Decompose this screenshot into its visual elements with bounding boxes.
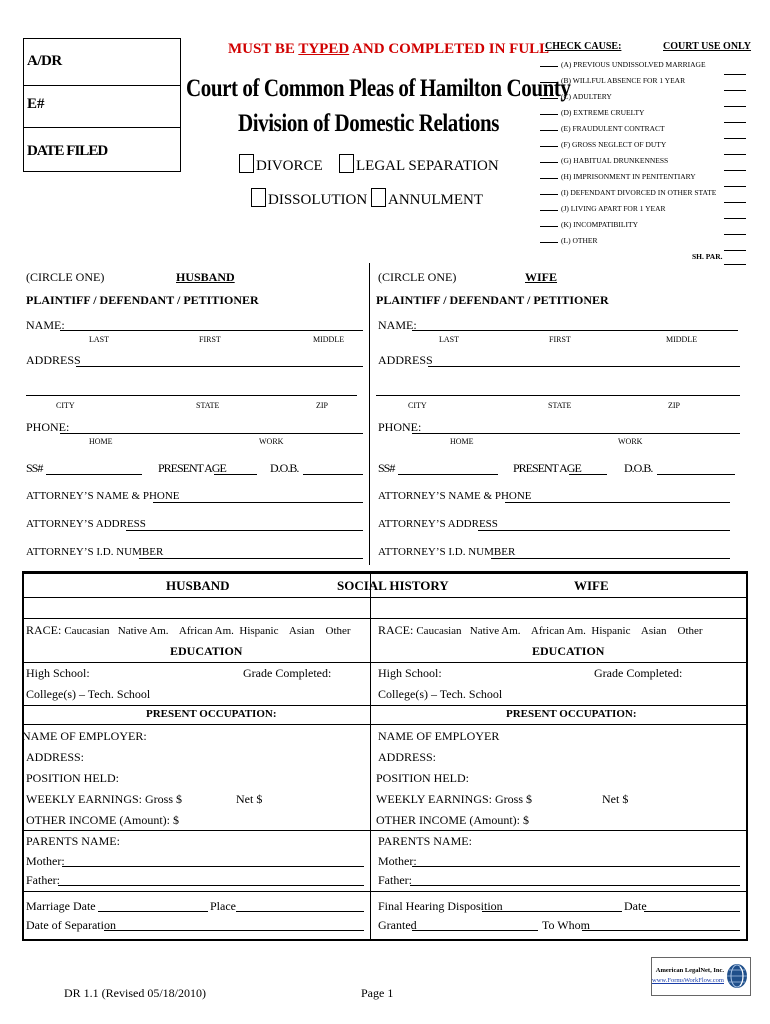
wife-attorney-id-label: ATTORNEY’S I.D. NUMBER	[378, 546, 516, 558]
husband-age-field[interactable]	[214, 474, 257, 475]
wife-phone-label: PHONE:	[378, 420, 422, 434]
husband-weekly-earnings[interactable]: WEEKLY EARNINGS: Gross $	[26, 792, 183, 806]
social-wife-heading: WIFE	[574, 578, 609, 593]
wife-parents-label: PARENTS NAME:	[378, 834, 472, 848]
legal-separation-checkbox[interactable]	[339, 154, 354, 173]
wife-father-field[interactable]	[410, 885, 740, 886]
division-title: Division of Domestic Relations	[238, 110, 499, 137]
wife-ss-field[interactable]	[398, 474, 498, 475]
wife-role: PLAINTIFF / DEFENDANT / PETITIONER	[376, 293, 609, 307]
annulment-checkbox[interactable]	[371, 188, 386, 207]
wife-education-heading: EDUCATION	[532, 644, 605, 658]
wife-phone-field[interactable]	[412, 433, 740, 434]
date-filed-label: DATE FILED	[27, 143, 108, 159]
husband-address-field-2[interactable]	[26, 395, 357, 396]
check-cause-title: CHECK CAUSE:	[545, 41, 622, 52]
marriage-place-label: Place	[210, 899, 236, 913]
final-hearing-date-label: Date	[624, 899, 647, 913]
wife-address-label: ADDRESS	[378, 353, 433, 367]
cause-row[interactable]: (E) FRAUDULENT CONTRACT	[540, 124, 665, 133]
cause-row[interactable]: (C) ADULTERY	[540, 92, 612, 101]
husband-parents-label: PARENTS NAME:	[26, 834, 120, 848]
to-whom-field[interactable]	[582, 930, 740, 931]
final-hearing-date-field[interactable]	[644, 911, 740, 912]
husband-name-field[interactable]	[60, 330, 363, 331]
legal-separation-option[interactable]: LEGAL SEPARATION	[339, 154, 499, 175]
wife-address-field-2[interactable]	[376, 395, 740, 396]
husband-employer-address[interactable]: ADDRESS:	[26, 750, 85, 764]
husband-other-income[interactable]: OTHER INCOME (Amount): $	[26, 813, 179, 827]
husband-grade-completed[interactable]: Grade Completed:	[243, 666, 332, 680]
annulment-option[interactable]: ANNULMENT	[371, 188, 483, 209]
husband-dob-field[interactable]	[303, 474, 363, 475]
wife-heading: WIFE	[525, 270, 558, 284]
wife-college[interactable]: College(s) – Tech. School	[378, 687, 503, 701]
wife-attorney-name-label: ATTORNEY’S NAME & PHONE	[378, 490, 532, 502]
typed-notice: MUST BE TYPED AND COMPLETED IN FULL	[228, 41, 550, 57]
cause-row[interactable]: (D) EXTREME CRUELTY	[540, 108, 644, 117]
cause-row[interactable]: (J) LIVING APART FOR 1 YEAR	[540, 204, 666, 213]
separation-date-label: Date of Separation	[26, 918, 116, 932]
marriage-date-field[interactable]	[98, 911, 208, 912]
husband-dob-label: D.O.B.	[270, 461, 299, 475]
marriage-date-label: Marriage Date	[26, 899, 96, 913]
wife-ss-label: SS#	[378, 461, 395, 475]
husband-employer[interactable]: NAME OF EMPLOYER:	[22, 729, 147, 743]
wife-dob-label: D.O.B.	[624, 461, 653, 475]
husband-ss-field[interactable]	[46, 474, 142, 475]
final-hearing-field[interactable]	[482, 911, 622, 912]
case-info-box	[23, 38, 181, 172]
form-id: DR 1.1 (Revised 05/18/2010)	[64, 986, 206, 1000]
wife-age-field[interactable]	[569, 474, 607, 475]
husband-attorney-name-label: ATTORNEY’S NAME & PHONE	[26, 490, 180, 502]
wife-mother-field[interactable]	[412, 866, 740, 867]
cause-row[interactable]: (H) IMPRISONMENT IN PENITENTIARY	[540, 172, 696, 181]
husband-position-held[interactable]: POSITION HELD:	[26, 771, 119, 785]
globe-icon	[726, 962, 748, 990]
final-hearing-label: Final Hearing Disposition	[378, 899, 503, 913]
granted-label: Granted	[378, 918, 417, 932]
husband-father-label: Father:	[26, 873, 60, 887]
wife-occupation-heading: PRESENT OCCUPATION:	[506, 708, 637, 720]
court-title: Court of Common Pleas of Hamilton County	[186, 75, 571, 102]
wife-name-field[interactable]	[412, 330, 738, 331]
husband-name-label: NAME:	[26, 318, 65, 332]
wife-father-label: Father:	[378, 873, 412, 887]
husband-role: PLAINTIFF / DEFENDANT / PETITIONER	[26, 293, 259, 307]
wife-name-label: NAME:	[378, 318, 417, 332]
husband-attorney-name-field[interactable]	[153, 502, 363, 503]
wife-employer-address[interactable]: ADDRESS:	[378, 750, 437, 764]
wife-dob-field[interactable]	[657, 474, 735, 475]
husband-education-heading: EDUCATION	[170, 644, 243, 658]
husband-address-label: ADDRESS	[26, 353, 81, 367]
husband-address-field[interactable]	[76, 366, 363, 367]
marriage-place-field[interactable]	[236, 911, 364, 912]
cause-row[interactable]: (G) HABITUAL DRUNKENNESS	[540, 156, 668, 165]
wife-other-income[interactable]: OTHER INCOME (Amount): $	[376, 813, 529, 827]
husband-race[interactable]: RACE: Caucasian Native Am. African Am. Hispanic Asian Other	[26, 623, 351, 637]
wife-age-label: PRESENT AGE	[513, 461, 581, 475]
wife-employer[interactable]: NAME OF EMPLOYER	[378, 729, 500, 743]
husband-attorney-address-field[interactable]	[126, 530, 363, 531]
wife-attorney-id-field[interactable]	[491, 558, 730, 559]
wife-attorney-address-label: ATTORNEY’S ADDRESS	[378, 518, 498, 530]
court-use-only-title: COURT USE ONLY	[663, 41, 752, 52]
husband-attorney-id-label: ATTORNEY’S I.D. NUMBER	[26, 546, 164, 558]
husband-mother-field[interactable]	[62, 866, 364, 867]
wife-attorney-address-field[interactable]	[478, 530, 730, 531]
wife-attorney-name-field[interactable]	[505, 502, 730, 503]
page-number: Page 1	[361, 986, 394, 1000]
wife-race[interactable]: RACE: Caucasian Native Am. African Am. Hispanic Asian Other	[378, 623, 703, 637]
cause-row[interactable]: (B) WILLFUL ABSENCE FOR 1 YEAR	[540, 76, 685, 85]
husband-college[interactable]: College(s) – Tech. School	[26, 687, 151, 701]
husband-attorney-address-label: ATTORNEY’S ADDRESS	[26, 518, 146, 530]
husband-age-label: PRESENT AGE	[158, 461, 226, 475]
adr-label: A/DR	[27, 53, 62, 69]
husband-ss-label: SS#	[26, 461, 43, 475]
to-whom-label: To Whom	[542, 918, 590, 932]
husband-father-field[interactable]	[58, 885, 364, 886]
cause-row[interactable]: (A) PREVIOUS UNDISSOLVED MARRIAGE	[540, 60, 706, 69]
cause-row[interactable]: (L) OTHER	[540, 236, 597, 245]
husband-attorney-id-field[interactable]	[139, 558, 363, 559]
divorce-checkbox[interactable]	[239, 154, 254, 173]
publisher-box	[651, 957, 751, 996]
wife-address-field[interactable]	[428, 366, 740, 367]
wife-net-earnings[interactable]: Net $	[602, 792, 629, 806]
granted-field[interactable]	[412, 930, 538, 931]
husband-occupation-heading: PRESENT OCCUPATION:	[146, 708, 277, 720]
social-husband-heading: HUSBAND	[166, 578, 230, 593]
divorce-option[interactable]: DIVORCE	[239, 154, 323, 175]
wife-high-school[interactable]: High School:	[378, 666, 442, 680]
husband-high-school[interactable]: High School:	[26, 666, 90, 680]
husband-phone-field[interactable]	[60, 433, 363, 434]
wife-position-held[interactable]: POSITION HELD:	[376, 771, 469, 785]
publisher-url[interactable]: www.FormsWorkFlow.com	[652, 977, 724, 984]
husband-phone-label: PHONE:	[26, 420, 70, 434]
publisher-name: American LegalNet, Inc.	[655, 967, 724, 974]
wife-grade-completed[interactable]: Grade Completed:	[594, 666, 683, 680]
cause-row[interactable]: (F) GROSS NEGLECT OF DUTY	[540, 140, 666, 149]
court-use-blanks[interactable]	[724, 60, 746, 270]
cause-row[interactable]: (I) DEFENDANT DIVORCED IN OTHER STATE	[540, 188, 716, 197]
wife-mother-label: Mother:	[378, 854, 417, 868]
husband-circle-one: (CIRCLE ONE)	[26, 270, 105, 284]
wife-circle-one: (CIRCLE ONE)	[378, 270, 457, 284]
wife-weekly-earnings[interactable]: WEEKLY EARNINGS: Gross $	[376, 792, 533, 806]
husband-net-earnings[interactable]: Net $	[236, 792, 263, 806]
dissolution-option[interactable]: DISSOLUTION	[251, 188, 367, 209]
e-number-label: E#	[27, 96, 45, 112]
social-history-title: SOCIAL HISTORY	[337, 578, 449, 593]
husband-mother-label: Mother:	[26, 854, 65, 868]
dissolution-checkbox[interactable]	[251, 188, 266, 207]
sh-par-label: SH. PAR.	[692, 252, 723, 261]
cause-row[interactable]: (K) INCOMPATIBILITY	[540, 220, 638, 229]
separation-date-field[interactable]	[104, 930, 364, 931]
husband-heading: HUSBAND	[176, 270, 235, 284]
